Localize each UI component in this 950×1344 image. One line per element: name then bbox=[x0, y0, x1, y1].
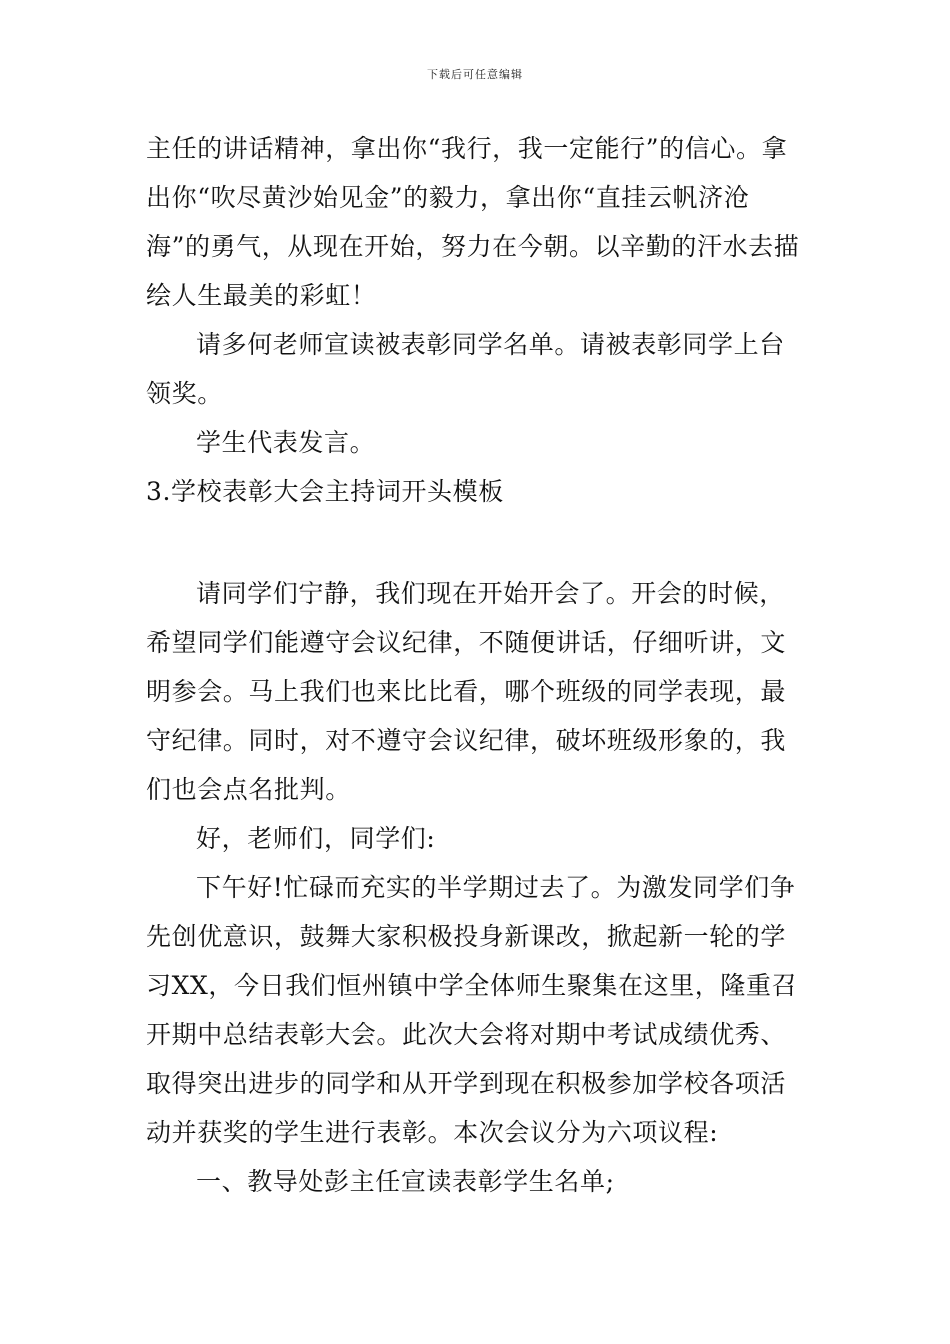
page-header: 下载后可任意编辑 bbox=[427, 68, 523, 81]
paragraph-discipline: 请同学们宁静，我们现在开始开会了。开会的时候，希望同学们能遵守会议纪律，不随便讲话，仔细听讲，文明参会。马上我们也来比比看，哪个班级的同学表现，最守纪律。同时，对不遵守会议纪律，破坏班级形象的，我们也会点名批判。 bbox=[146, 579, 787, 804]
section-spacer bbox=[146, 516, 806, 569]
paragraph-opening: 下午好!忙碌而充实的半学期过去了。为激发同学们争先创优意识，鼓舞大家积极投身新课改，掀起新一轮的学习XX，今日我们恒州镇中学全体师生聚集在这里，隆重召开期中总结表彰大会。此次大会将对期中考试成绩优秀、取得突出进步的同学和从开学到现在积极参加学校各项活动并获奖的学生进行表彰。本次会议分为六项议程: bbox=[146, 873, 798, 1147]
paragraph-award-list: 请多何老师宣读被表彰同学名单。请被表彰同学上台领奖。 bbox=[146, 330, 785, 408]
document-body bbox=[146, 124, 806, 1206]
paragraph-student-speech: 学生代表发言。 bbox=[196, 428, 376, 457]
paragraph-greeting: 好，老师们，同学们: bbox=[196, 824, 436, 853]
section-heading: 3.学校表彰大会主持词开头模板 bbox=[146, 477, 504, 506]
paragraph-closing-speech: 主任的讲话精神，拿出你“我行，我一定能行”的信心。拿出你“吹尽黄沙始见金”的毅力，拿出你“直挂云帆济沧海”的勇气，从现在开始，努力在今朝。以辛勤的汗水去描绘人生最美的彩虹！ bbox=[146, 134, 800, 310]
paragraph-agenda-item-1: 一、教导处彭主任宣读表彰学生名单; bbox=[196, 1167, 615, 1196]
